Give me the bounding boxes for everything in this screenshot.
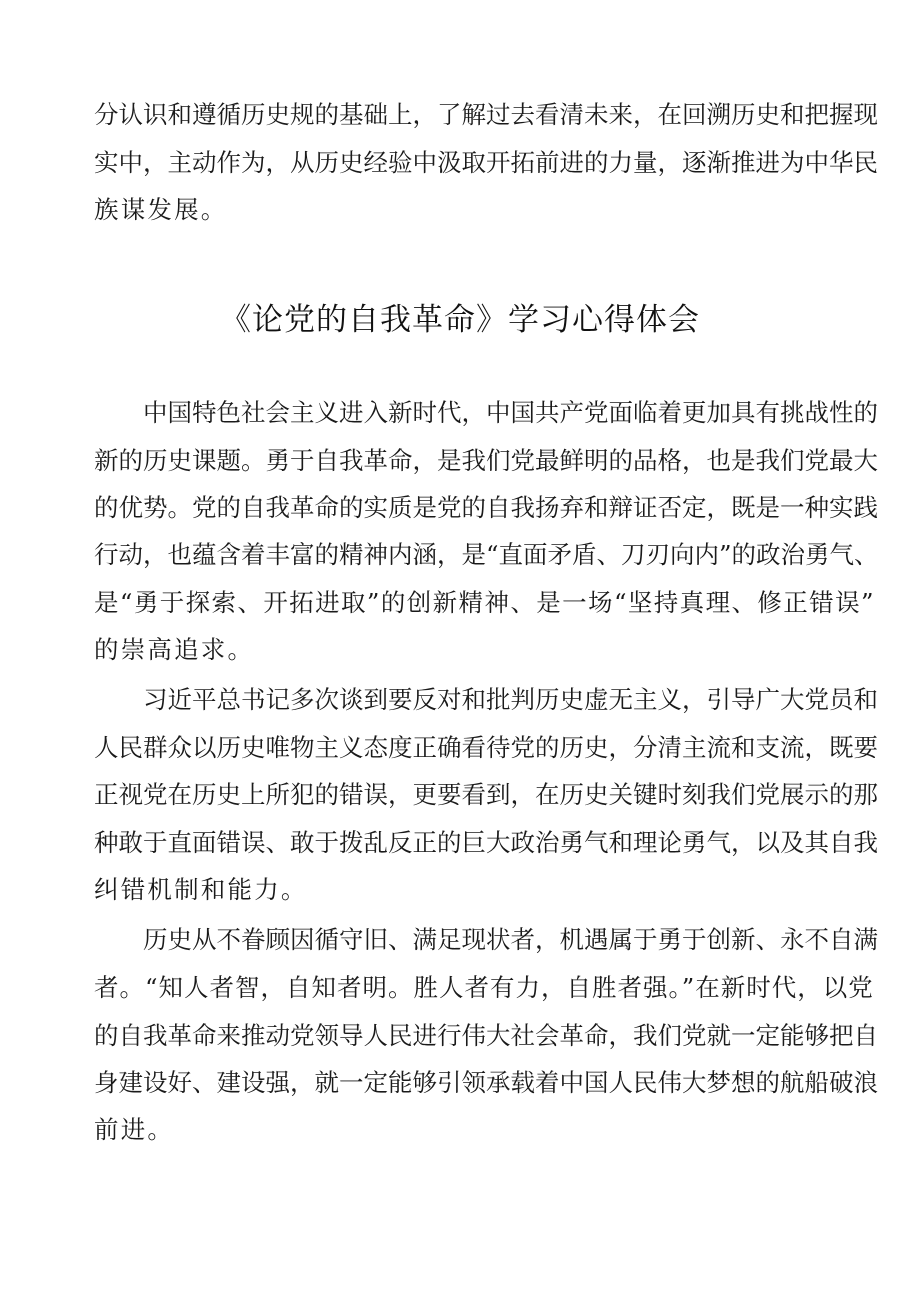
- paragraph-line: 的自我革命来推动党领导人民进行伟大社会革命，我们党就一定能够把自: [94, 1021, 878, 1050]
- paragraph-line: 者。“知人者智，自知者明。胜人者有力，自胜者强。”在新时代，以党: [94, 973, 874, 1002]
- paragraph-line: 新的历史课题。勇于自我革命，是我们党最鲜明的品格，也是我们党最大: [94, 446, 878, 475]
- paragraph-line: 历史从不眷顾因循守旧、满足现状者，机遇属于勇于创新、永不自满: [143, 925, 878, 954]
- paragraph-line: 是“勇于探索、开拓进取”的创新精神、是一场“坚持真理、修正错误”: [94, 588, 875, 617]
- paragraph-line: 行动，也蕴含着丰富的精神内涵，是“直面矛盾、刀刃向内”的政治勇气、: [94, 540, 879, 569]
- paragraph-line: 习近平总书记多次谈到要反对和批判历史虚无主义，引导广大党员和: [143, 685, 878, 714]
- paragraph-line: 的优势。党的自我革命的实质是党的自我扬弃和辩证否定，既是一种实践: [94, 493, 878, 522]
- intro-line: 分认识和遵循历史规的基础上，了解过去看清未来，在回溯历史和把握现: [94, 100, 878, 129]
- paragraph-line: 正视党在历史上所犯的错误，更要看到，在历史关键时刻我们党展示的那: [94, 780, 878, 809]
- paragraph-line: 中国特色社会主义进入新时代，中国共产党面临着更加具有挑战性的: [143, 398, 878, 427]
- paragraph-line: 纠错机制和能力。: [94, 875, 308, 904]
- paragraph-line: 前进。: [94, 1115, 175, 1144]
- article-title: 《论党的自我革命》学习心得体会: [220, 302, 700, 338]
- intro-line: 实中，主动作为，从历史经验中汲取开拓前进的力量，逐渐推进为中华民: [94, 148, 878, 177]
- intro-line: 族谋发展。: [94, 195, 228, 224]
- paragraph-line: 身建设好、建设强，就一定能够引领承载着中国人民伟大梦想的航船破浪: [94, 1068, 878, 1097]
- paragraph-line: 人民群众以历史唯物主义态度正确看待党的历史，分清主流和支流，既要: [94, 733, 878, 762]
- paragraph-line: 种敢于直面错误、敢于拨乱反正的巨大政治勇气和理论勇气，以及其自我: [94, 828, 878, 857]
- paragraph-line: 的崇高追求。: [94, 635, 255, 664]
